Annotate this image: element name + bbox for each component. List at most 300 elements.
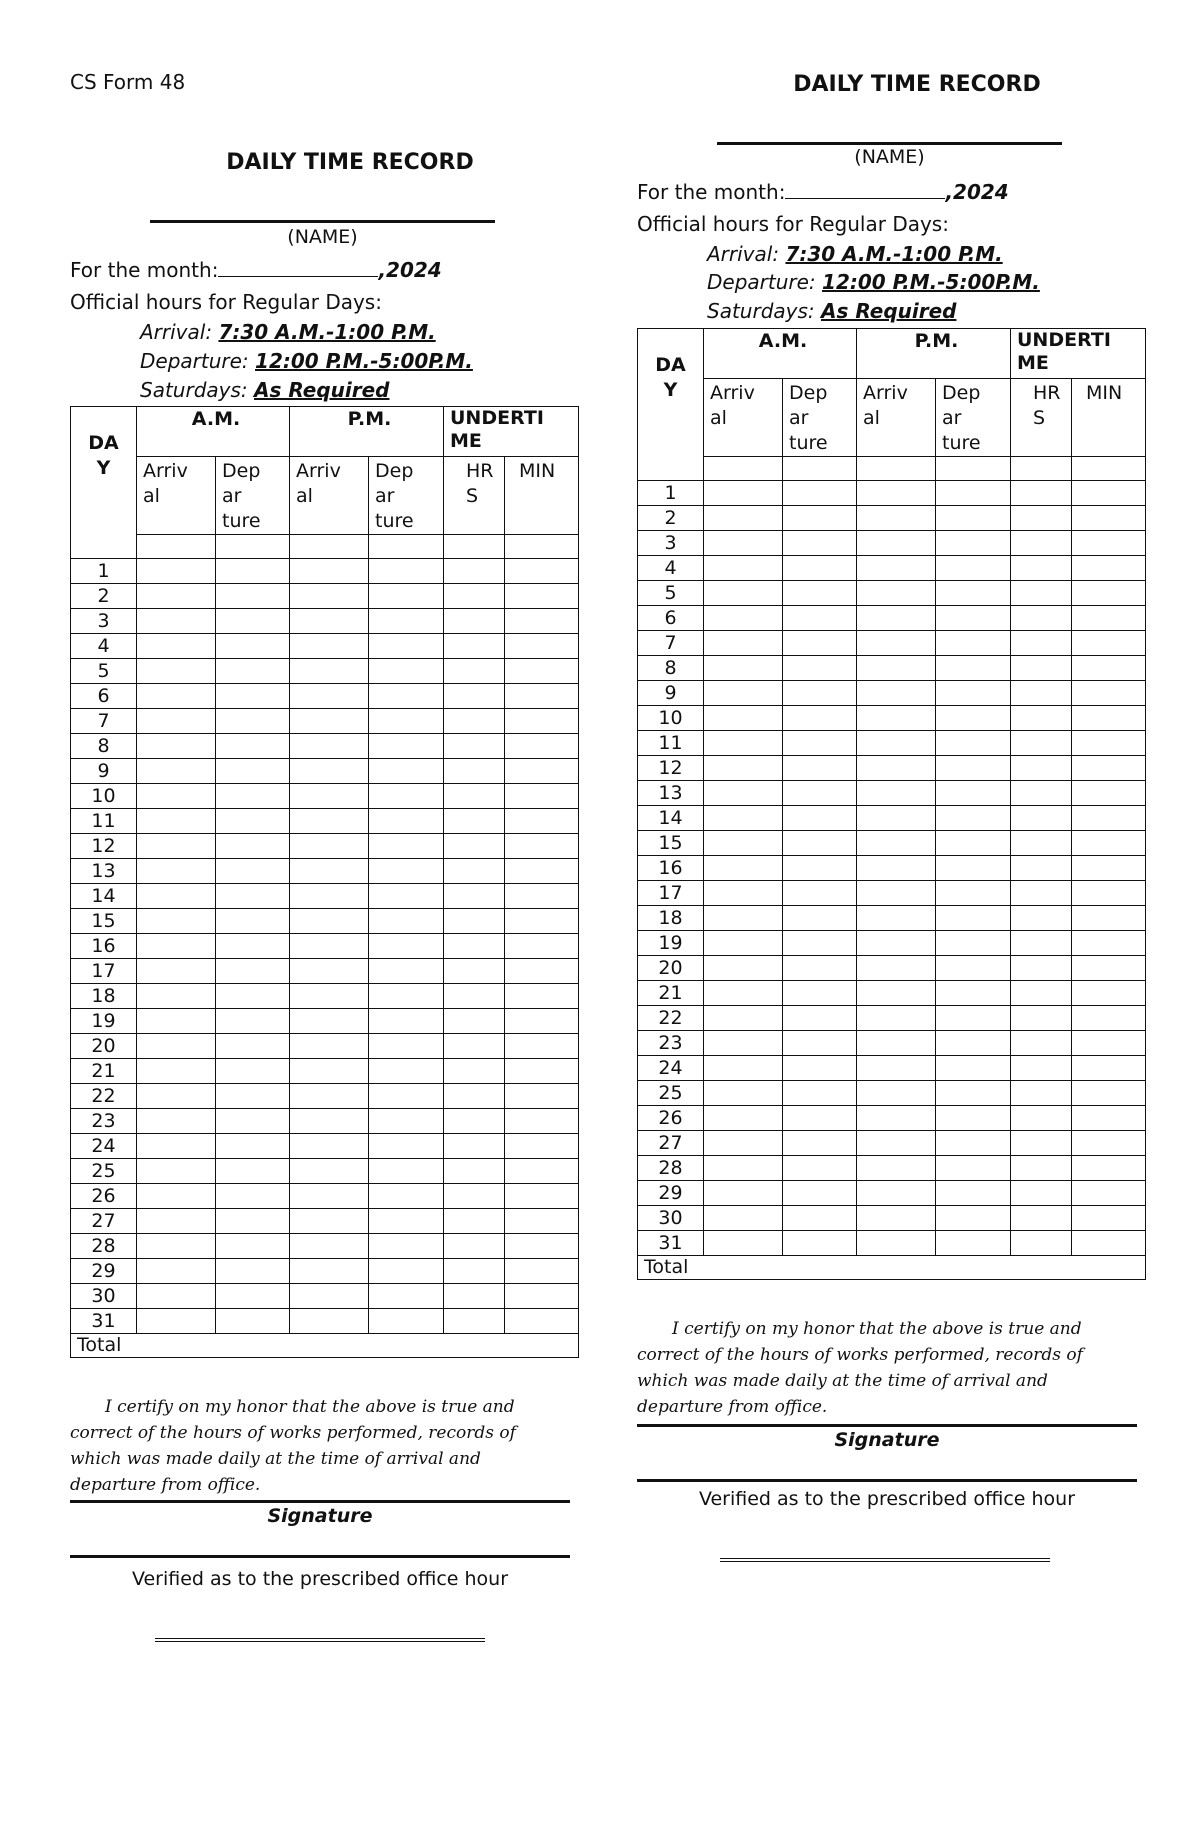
time-cell[interactable] <box>1011 781 1072 806</box>
time-cell[interactable] <box>704 481 783 506</box>
time-cell[interactable] <box>704 631 783 656</box>
time-cell[interactable] <box>857 1006 936 1031</box>
time-cell[interactable] <box>704 731 783 756</box>
time-cell[interactable] <box>783 506 857 531</box>
time-cell[interactable] <box>137 784 216 809</box>
time-cell[interactable] <box>444 909 505 934</box>
time-cell[interactable] <box>857 956 936 981</box>
time-cell[interactable] <box>704 1206 783 1231</box>
time-cell[interactable] <box>936 631 1011 656</box>
time-cell[interactable] <box>1011 531 1072 556</box>
time-cell[interactable] <box>783 1056 857 1081</box>
time-cell[interactable] <box>1072 1231 1146 1256</box>
time-cell[interactable] <box>505 859 579 884</box>
time-cell[interactable] <box>137 909 216 934</box>
time-cell[interactable] <box>290 959 369 984</box>
time-cell[interactable] <box>369 1209 444 1234</box>
time-cell[interactable] <box>369 1109 444 1134</box>
time-cell[interactable] <box>137 1134 216 1159</box>
time-cell[interactable] <box>704 806 783 831</box>
time-cell[interactable] <box>505 1284 579 1309</box>
time-cell[interactable] <box>704 506 783 531</box>
time-cell[interactable] <box>704 556 783 581</box>
time-cell[interactable] <box>857 881 936 906</box>
time-cell[interactable] <box>505 634 579 659</box>
time-cell[interactable] <box>137 1109 216 1134</box>
time-cell[interactable] <box>857 1106 936 1131</box>
time-cell[interactable] <box>290 1284 369 1309</box>
time-cell[interactable] <box>216 759 290 784</box>
time-cell[interactable] <box>444 1059 505 1084</box>
time-cell[interactable] <box>216 684 290 709</box>
time-cell[interactable] <box>1011 1131 1072 1156</box>
time-cell[interactable] <box>783 856 857 881</box>
time-cell[interactable] <box>1072 556 1146 581</box>
time-cell[interactable] <box>216 1259 290 1284</box>
time-cell[interactable] <box>857 1056 936 1081</box>
time-cell[interactable] <box>369 1134 444 1159</box>
time-cell[interactable] <box>783 1081 857 1106</box>
time-cell[interactable] <box>1011 981 1072 1006</box>
time-cell[interactable] <box>290 609 369 634</box>
time-cell[interactable] <box>505 709 579 734</box>
time-cell[interactable] <box>783 981 857 1006</box>
time-cell[interactable] <box>444 784 505 809</box>
time-cell[interactable] <box>444 1109 505 1134</box>
time-cell[interactable] <box>369 584 444 609</box>
time-cell[interactable] <box>936 1206 1011 1231</box>
time-cell[interactable] <box>290 1234 369 1259</box>
time-cell[interactable] <box>290 684 369 709</box>
time-cell[interactable] <box>137 859 216 884</box>
time-cell[interactable] <box>704 457 783 481</box>
time-cell[interactable] <box>505 1059 579 1084</box>
time-cell[interactable] <box>857 931 936 956</box>
time-cell[interactable] <box>936 531 1011 556</box>
time-cell[interactable] <box>505 984 579 1009</box>
time-cell[interactable] <box>783 906 857 931</box>
time-cell[interactable] <box>1011 731 1072 756</box>
time-cell[interactable] <box>857 1081 936 1106</box>
time-cell[interactable] <box>783 457 857 481</box>
time-cell[interactable] <box>936 706 1011 731</box>
time-cell[interactable] <box>936 906 1011 931</box>
time-cell[interactable] <box>137 684 216 709</box>
time-cell[interactable] <box>704 931 783 956</box>
time-cell[interactable] <box>444 609 505 634</box>
time-cell[interactable] <box>444 559 505 584</box>
time-cell[interactable] <box>444 634 505 659</box>
time-cell[interactable] <box>704 831 783 856</box>
time-cell[interactable] <box>505 934 579 959</box>
time-cell[interactable] <box>1011 906 1072 931</box>
time-cell[interactable] <box>444 734 505 759</box>
time-cell[interactable] <box>783 681 857 706</box>
time-cell[interactable] <box>444 684 505 709</box>
time-cell[interactable] <box>444 1234 505 1259</box>
time-cell[interactable] <box>290 1184 369 1209</box>
time-cell[interactable] <box>1011 1206 1072 1231</box>
time-cell[interactable] <box>505 1259 579 1284</box>
time-cell[interactable] <box>369 1259 444 1284</box>
time-cell[interactable] <box>137 959 216 984</box>
time-cell[interactable] <box>137 884 216 909</box>
time-cell[interactable] <box>783 1181 857 1206</box>
time-cell[interactable] <box>783 781 857 806</box>
time-cell[interactable] <box>1011 681 1072 706</box>
time-cell[interactable] <box>505 535 579 559</box>
time-cell[interactable] <box>857 581 936 606</box>
time-cell[interactable] <box>216 1184 290 1209</box>
time-cell[interactable] <box>1011 1031 1072 1056</box>
time-cell[interactable] <box>936 731 1011 756</box>
time-cell[interactable] <box>936 981 1011 1006</box>
time-cell[interactable] <box>137 559 216 584</box>
time-cell[interactable] <box>137 759 216 784</box>
time-cell[interactable] <box>783 1231 857 1256</box>
time-cell[interactable] <box>444 1309 505 1334</box>
time-cell[interactable] <box>369 734 444 759</box>
time-cell[interactable] <box>1011 1081 1072 1106</box>
time-cell[interactable] <box>369 984 444 1009</box>
time-cell[interactable] <box>216 659 290 684</box>
time-cell[interactable] <box>1011 481 1072 506</box>
time-cell[interactable] <box>704 781 783 806</box>
time-cell[interactable] <box>936 1131 1011 1156</box>
verified-line[interactable] <box>637 1479 1137 1482</box>
time-cell[interactable] <box>783 956 857 981</box>
time-cell[interactable] <box>369 834 444 859</box>
time-cell[interactable] <box>783 1006 857 1031</box>
time-cell[interactable] <box>137 734 216 759</box>
time-cell[interactable] <box>936 881 1011 906</box>
time-cell[interactable] <box>137 709 216 734</box>
time-cell[interactable] <box>1011 1006 1072 1031</box>
time-cell[interactable] <box>444 984 505 1009</box>
time-cell[interactable] <box>936 1031 1011 1056</box>
time-cell[interactable] <box>290 834 369 859</box>
time-cell[interactable] <box>857 506 936 531</box>
time-cell[interactable] <box>783 531 857 556</box>
time-cell[interactable] <box>857 606 936 631</box>
time-cell[interactable] <box>369 809 444 834</box>
time-cell[interactable] <box>857 1181 936 1206</box>
verifier-signature-line[interactable] <box>720 1558 1050 1562</box>
time-cell[interactable] <box>1072 531 1146 556</box>
time-cell[interactable] <box>137 1184 216 1209</box>
time-cell[interactable] <box>1072 1056 1146 1081</box>
time-cell[interactable] <box>783 1131 857 1156</box>
time-cell[interactable] <box>505 784 579 809</box>
time-cell[interactable] <box>936 956 1011 981</box>
time-cell[interactable] <box>1072 481 1146 506</box>
time-cell[interactable] <box>857 706 936 731</box>
time-cell[interactable] <box>444 535 505 559</box>
time-cell[interactable] <box>444 1209 505 1234</box>
time-cell[interactable] <box>444 959 505 984</box>
time-cell[interactable] <box>857 457 936 481</box>
time-cell[interactable] <box>1011 656 1072 681</box>
time-cell[interactable] <box>216 1034 290 1059</box>
time-cell[interactable] <box>137 1009 216 1034</box>
time-cell[interactable] <box>369 759 444 784</box>
time-cell[interactable] <box>137 809 216 834</box>
time-cell[interactable] <box>1072 931 1146 956</box>
time-cell[interactable] <box>505 684 579 709</box>
time-cell[interactable] <box>216 535 290 559</box>
time-cell[interactable] <box>369 959 444 984</box>
time-cell[interactable] <box>505 809 579 834</box>
time-cell[interactable] <box>290 1034 369 1059</box>
time-cell[interactable] <box>936 1156 1011 1181</box>
time-cell[interactable] <box>857 681 936 706</box>
time-cell[interactable] <box>290 1309 369 1334</box>
signature-line[interactable] <box>70 1500 570 1503</box>
time-cell[interactable] <box>444 1009 505 1034</box>
time-cell[interactable] <box>857 481 936 506</box>
time-cell[interactable] <box>1072 457 1146 481</box>
time-cell[interactable] <box>783 656 857 681</box>
time-cell[interactable] <box>444 1284 505 1309</box>
time-cell[interactable] <box>216 834 290 859</box>
time-cell[interactable] <box>783 806 857 831</box>
time-cell[interactable] <box>505 609 579 634</box>
month-blank[interactable] <box>785 180 945 199</box>
time-cell[interactable] <box>137 609 216 634</box>
time-cell[interactable] <box>1072 906 1146 931</box>
time-cell[interactable] <box>936 556 1011 581</box>
time-cell[interactable] <box>444 834 505 859</box>
time-cell[interactable] <box>704 1081 783 1106</box>
time-cell[interactable] <box>1011 806 1072 831</box>
time-cell[interactable] <box>216 609 290 634</box>
time-cell[interactable] <box>216 984 290 1009</box>
time-cell[interactable] <box>1072 881 1146 906</box>
time-cell[interactable] <box>505 1034 579 1059</box>
time-cell[interactable] <box>216 1284 290 1309</box>
time-cell[interactable] <box>290 859 369 884</box>
time-cell[interactable] <box>290 1209 369 1234</box>
time-cell[interactable] <box>290 734 369 759</box>
time-cell[interactable] <box>783 731 857 756</box>
time-cell[interactable] <box>1072 756 1146 781</box>
time-cell[interactable] <box>1072 781 1146 806</box>
time-cell[interactable] <box>505 584 579 609</box>
time-cell[interactable] <box>704 981 783 1006</box>
time-cell[interactable] <box>216 559 290 584</box>
time-cell[interactable] <box>505 734 579 759</box>
time-cell[interactable] <box>369 634 444 659</box>
time-cell[interactable] <box>857 781 936 806</box>
time-cell[interactable] <box>216 1134 290 1159</box>
time-cell[interactable] <box>936 606 1011 631</box>
time-cell[interactable] <box>137 1084 216 1109</box>
time-cell[interactable] <box>444 759 505 784</box>
time-cell[interactable] <box>290 759 369 784</box>
time-cell[interactable] <box>1072 956 1146 981</box>
time-cell[interactable] <box>505 1159 579 1184</box>
time-cell[interactable] <box>290 909 369 934</box>
time-cell[interactable] <box>1072 1181 1146 1206</box>
time-cell[interactable] <box>783 706 857 731</box>
time-cell[interactable] <box>369 709 444 734</box>
time-cell[interactable] <box>783 631 857 656</box>
time-cell[interactable] <box>1011 931 1072 956</box>
time-cell[interactable] <box>290 535 369 559</box>
time-cell[interactable] <box>369 884 444 909</box>
time-cell[interactable] <box>505 884 579 909</box>
time-cell[interactable] <box>1072 1131 1146 1156</box>
time-cell[interactable] <box>505 1234 579 1259</box>
time-cell[interactable] <box>936 681 1011 706</box>
time-cell[interactable] <box>216 734 290 759</box>
time-cell[interactable] <box>505 959 579 984</box>
time-cell[interactable] <box>1011 457 1072 481</box>
time-cell[interactable] <box>936 831 1011 856</box>
time-cell[interactable] <box>857 1031 936 1056</box>
time-cell[interactable] <box>704 1056 783 1081</box>
time-cell[interactable] <box>216 859 290 884</box>
time-cell[interactable] <box>137 1234 216 1259</box>
time-cell[interactable] <box>1011 556 1072 581</box>
time-cell[interactable] <box>290 1109 369 1134</box>
time-cell[interactable] <box>216 909 290 934</box>
time-cell[interactable] <box>936 756 1011 781</box>
time-cell[interactable] <box>704 1106 783 1131</box>
signature-line[interactable] <box>637 1424 1137 1427</box>
time-cell[interactable] <box>444 1159 505 1184</box>
time-cell[interactable] <box>369 909 444 934</box>
time-cell[interactable] <box>290 884 369 909</box>
time-cell[interactable] <box>137 634 216 659</box>
time-cell[interactable] <box>444 584 505 609</box>
time-cell[interactable] <box>936 1181 1011 1206</box>
time-cell[interactable] <box>137 1159 216 1184</box>
time-cell[interactable] <box>137 535 216 559</box>
time-cell[interactable] <box>704 1181 783 1206</box>
time-cell[interactable] <box>290 1084 369 1109</box>
time-cell[interactable] <box>1072 981 1146 1006</box>
time-cell[interactable] <box>1072 506 1146 531</box>
time-cell[interactable] <box>137 584 216 609</box>
time-cell[interactable] <box>505 659 579 684</box>
time-cell[interactable] <box>704 1131 783 1156</box>
time-cell[interactable] <box>857 1206 936 1231</box>
time-cell[interactable] <box>1011 756 1072 781</box>
time-cell[interactable] <box>783 1156 857 1181</box>
time-cell[interactable] <box>369 1034 444 1059</box>
time-cell[interactable] <box>369 1009 444 1034</box>
time-cell[interactable] <box>216 1009 290 1034</box>
time-cell[interactable] <box>444 659 505 684</box>
time-cell[interactable] <box>857 806 936 831</box>
time-cell[interactable] <box>783 1031 857 1056</box>
time-cell[interactable] <box>290 1159 369 1184</box>
time-cell[interactable] <box>137 1059 216 1084</box>
time-cell[interactable] <box>704 1156 783 1181</box>
time-cell[interactable] <box>290 1009 369 1034</box>
time-cell[interactable] <box>936 931 1011 956</box>
time-cell[interactable] <box>290 659 369 684</box>
time-cell[interactable] <box>369 1284 444 1309</box>
time-cell[interactable] <box>369 1309 444 1334</box>
time-cell[interactable] <box>505 559 579 584</box>
time-cell[interactable] <box>137 984 216 1009</box>
time-cell[interactable] <box>216 1084 290 1109</box>
time-cell[interactable] <box>936 656 1011 681</box>
time-cell[interactable] <box>505 1184 579 1209</box>
time-cell[interactable] <box>216 634 290 659</box>
time-cell[interactable] <box>444 1084 505 1109</box>
time-cell[interactable] <box>704 956 783 981</box>
time-cell[interactable] <box>1011 1156 1072 1181</box>
time-cell[interactable] <box>505 1084 579 1109</box>
time-cell[interactable] <box>704 656 783 681</box>
verifier-signature-line[interactable] <box>155 1638 485 1642</box>
time-cell[interactable] <box>369 559 444 584</box>
time-cell[interactable] <box>290 984 369 1009</box>
time-cell[interactable] <box>1011 831 1072 856</box>
time-cell[interactable] <box>936 481 1011 506</box>
time-cell[interactable] <box>1011 1056 1072 1081</box>
time-cell[interactable] <box>1072 606 1146 631</box>
time-cell[interactable] <box>216 1109 290 1134</box>
time-cell[interactable] <box>783 606 857 631</box>
time-cell[interactable] <box>137 1284 216 1309</box>
time-cell[interactable] <box>1011 631 1072 656</box>
time-cell[interactable] <box>137 934 216 959</box>
time-cell[interactable] <box>444 884 505 909</box>
time-cell[interactable] <box>444 1134 505 1159</box>
time-cell[interactable] <box>1072 656 1146 681</box>
time-cell[interactable] <box>704 531 783 556</box>
time-cell[interactable] <box>1072 1206 1146 1231</box>
time-cell[interactable] <box>783 1106 857 1131</box>
time-cell[interactable] <box>1011 506 1072 531</box>
time-cell[interactable] <box>137 1259 216 1284</box>
time-cell[interactable] <box>444 1184 505 1209</box>
time-cell[interactable] <box>857 1156 936 1181</box>
time-cell[interactable] <box>444 934 505 959</box>
time-cell[interactable] <box>444 709 505 734</box>
time-cell[interactable] <box>137 1309 216 1334</box>
time-cell[interactable] <box>783 831 857 856</box>
time-cell[interactable] <box>1011 606 1072 631</box>
time-cell[interactable] <box>290 1134 369 1159</box>
time-cell[interactable] <box>936 1081 1011 1106</box>
time-cell[interactable] <box>216 1209 290 1234</box>
time-cell[interactable] <box>704 1231 783 1256</box>
time-cell[interactable] <box>1072 856 1146 881</box>
time-cell[interactable] <box>936 457 1011 481</box>
time-cell[interactable] <box>936 1106 1011 1131</box>
time-cell[interactable] <box>1072 1006 1146 1031</box>
time-cell[interactable] <box>1011 1106 1072 1131</box>
time-cell[interactable] <box>505 1309 579 1334</box>
time-cell[interactable] <box>369 609 444 634</box>
verified-line[interactable] <box>70 1555 570 1558</box>
time-cell[interactable] <box>936 1231 1011 1256</box>
time-cell[interactable] <box>704 581 783 606</box>
time-cell[interactable] <box>857 1131 936 1156</box>
time-cell[interactable] <box>369 1059 444 1084</box>
time-cell[interactable] <box>290 809 369 834</box>
time-cell[interactable] <box>1072 1106 1146 1131</box>
time-cell[interactable] <box>704 756 783 781</box>
time-cell[interactable] <box>704 706 783 731</box>
time-cell[interactable] <box>216 784 290 809</box>
time-cell[interactable] <box>505 1209 579 1234</box>
